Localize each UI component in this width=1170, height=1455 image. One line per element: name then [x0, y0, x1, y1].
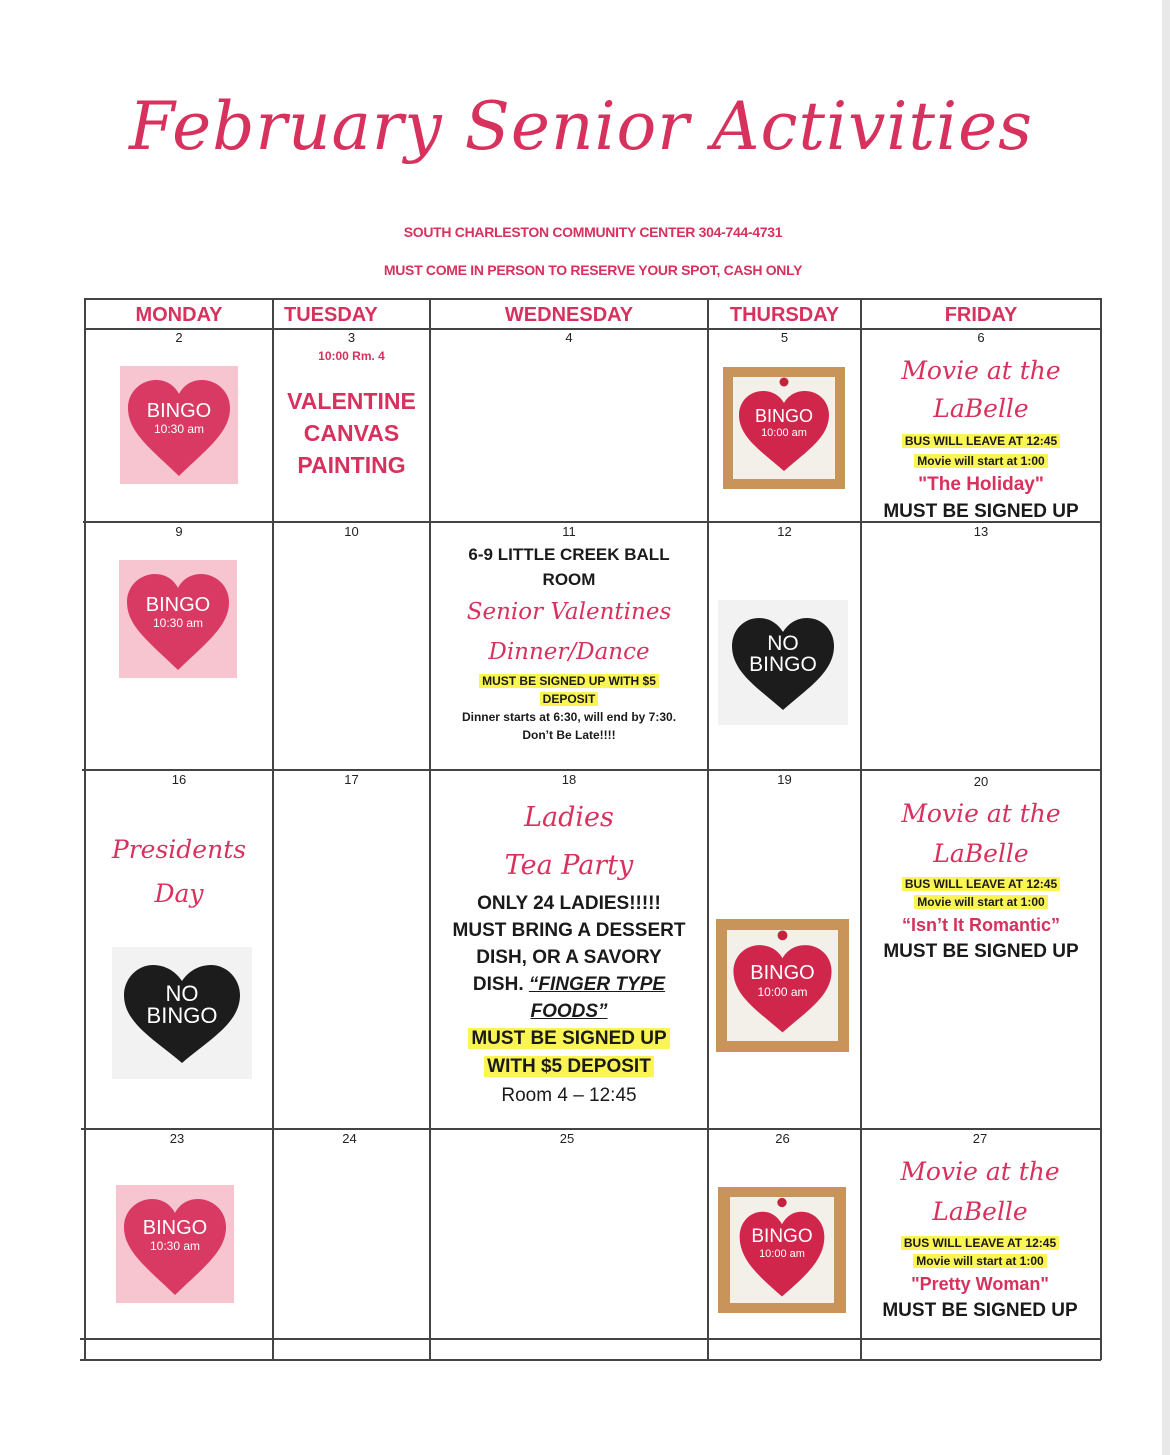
- date-number: 19: [777, 772, 792, 787]
- movie-title: “Isn’t It Romantic”: [901, 915, 1060, 935]
- no-bingo-badge: [112, 947, 252, 1079]
- event-valentines-dinner-dance: [431, 542, 707, 744]
- date-number: 2: [175, 330, 183, 345]
- date-number: 10: [344, 524, 359, 539]
- deposit-note: MUST BE SIGNED UP WITH $5: [479, 674, 659, 688]
- bingo-time: 10:30 am: [149, 1239, 201, 1253]
- date-number: 18: [561, 772, 577, 787]
- event-detail-text: DISH.: [472, 974, 529, 995]
- movie-title: "The Holiday": [918, 474, 1044, 495]
- bingo-badge: [716, 919, 849, 1052]
- holiday-title-line: Presidents: [111, 835, 247, 864]
- date-number: 9: [175, 524, 183, 539]
- event-title-line: Tea Party: [504, 850, 634, 881]
- date-number: 4: [565, 330, 573, 345]
- bingo-label: BINGO: [142, 1217, 208, 1239]
- event-title-line: Movie at the: [901, 356, 1061, 385]
- event-movie-labelle: [862, 794, 1100, 965]
- grid-line: [81, 1128, 1101, 1130]
- movie-start: Movie will start at 1:00: [914, 895, 1047, 909]
- grid-line: [84, 298, 1102, 300]
- bingo-time: 10:00 am: [757, 985, 808, 999]
- date-number: 13: [973, 524, 989, 539]
- grid-line: [707, 298, 709, 1360]
- event-presidents-day: [86, 828, 272, 916]
- signup-required: MUST BE SIGNED UP: [883, 941, 1079, 962]
- event-title-line: CANVAS: [303, 420, 400, 446]
- event-time: 10:00 Rm. 4: [318, 349, 385, 363]
- event-ladies-tea-party: [431, 794, 707, 1110]
- day-header-wednesday: WEDNESDAY: [504, 304, 634, 326]
- event-title-line: Movie at the: [901, 799, 1061, 828]
- dinner-time-note: Dinner starts at 6:30, will end by 7:30.: [461, 710, 677, 724]
- event-title-line: Senior Valentines: [466, 599, 672, 625]
- day-header-thursday: THURSDAY: [729, 304, 840, 326]
- no-bingo-line1: NO: [165, 981, 199, 1006]
- deposit-note: DEPOSIT: [540, 692, 599, 706]
- bingo-label: BINGO: [750, 962, 815, 984]
- day-header-tuesday: TUESDAY: [284, 304, 378, 326]
- reservation-note: MUST COME IN PERSON TO RESERVE YOUR SPOT, CASH ONLY: [383, 262, 803, 278]
- bingo-badge: [723, 367, 845, 489]
- no-bingo-line2: BINGO: [749, 653, 817, 676]
- bus-time: BUS WILL LEAVE AT 12:45: [901, 1236, 1059, 1250]
- center-contact: SOUTH CHARLESTON COMMUNITY CENTER 304-744-4731: [403, 224, 783, 240]
- bingo-time: 10:00 am: [759, 1248, 805, 1260]
- deposit-note: MUST BE SIGNED UP: [468, 1028, 669, 1049]
- event-title-line: Dinner/Dance: [488, 639, 650, 665]
- event-location: 6-9 LITTLE CREEK BALL: [468, 545, 670, 564]
- bingo-badge: [718, 1187, 846, 1313]
- date-number: 27: [972, 1131, 988, 1146]
- no-bingo-line2: BINGO: [146, 1003, 218, 1028]
- date-number: 24: [342, 1131, 357, 1146]
- event-detail-emphasis: “FINGER TYPE: [528, 974, 666, 995]
- date-number: 23: [169, 1131, 185, 1146]
- date-number: 26: [775, 1131, 790, 1146]
- event-valentine-canvas-painting: [274, 349, 429, 481]
- bingo-time: 10:00 am: [761, 427, 807, 439]
- event-movie-labelle: [860, 1152, 1100, 1324]
- event-title-line: LaBelle: [933, 394, 1029, 423]
- event-detail: DISH, OR A SAVORY: [476, 947, 662, 968]
- event-location: ROOM: [542, 570, 596, 589]
- bus-time: BUS WILL LEAVE AT 12:45: [902, 877, 1060, 891]
- day-header-monday: MONDAY: [135, 304, 223, 326]
- bingo-badge: [119, 560, 237, 678]
- bingo-time: 10:30 am: [152, 616, 204, 630]
- dinner-late-note: Don’t Be Late!!!!: [522, 728, 616, 742]
- event-detail: MUST BRING A DESSERT: [452, 920, 686, 941]
- movie-start: Movie will start at 1:00: [913, 1254, 1046, 1268]
- deposit-note: WITH $5 DEPOSIT: [484, 1056, 654, 1077]
- bingo-badge: [116, 1185, 234, 1303]
- date-number: 25: [559, 1131, 575, 1146]
- pushpin-icon: [778, 930, 788, 940]
- no-bingo-line1: NO: [767, 632, 799, 655]
- grid-line: [82, 769, 1102, 771]
- room-time: Room 4 – 12:45: [501, 1085, 637, 1106]
- holiday-title-line: Day: [154, 879, 204, 908]
- event-title-line: Ladies: [524, 802, 614, 833]
- bingo-time: 10:30 am: [153, 422, 205, 436]
- bingo-badge: [120, 366, 238, 484]
- event-title-line: LaBelle: [932, 1197, 1028, 1226]
- event-title-line: VALENTINE: [287, 388, 416, 414]
- event-detail-emphasis: FOODS”: [530, 1001, 608, 1022]
- event-detail: [431, 971, 707, 998]
- event-detail: ONLY 24 LADIES!!!!!: [477, 893, 661, 914]
- movie-start: Movie will start at 1:00: [914, 454, 1047, 468]
- date-number: 3: [347, 330, 356, 345]
- bingo-label: BINGO: [751, 1226, 813, 1247]
- bingo-label: BINGO: [146, 400, 212, 422]
- date-number: 12: [777, 524, 792, 539]
- event-title-line: LaBelle: [933, 839, 1029, 868]
- date-number: 5: [780, 330, 789, 345]
- no-bingo-badge: [718, 600, 848, 725]
- pushpin-icon: [780, 378, 789, 387]
- event-title-line: PAINTING: [297, 452, 406, 478]
- bingo-label: BINGO: [145, 594, 211, 616]
- grid-line: [80, 1338, 1101, 1340]
- date-number: 17: [344, 772, 359, 787]
- date-number: 20: [973, 774, 989, 789]
- event-movie-labelle: [862, 352, 1100, 525]
- date-number: 11: [562, 524, 576, 539]
- grid-line: [80, 1359, 1101, 1361]
- grid-line: [84, 328, 1102, 330]
- signup-required: MUST BE SIGNED UP: [883, 501, 1079, 522]
- pushpin-icon: [777, 1198, 786, 1207]
- event-title-line: Movie at the: [900, 1157, 1060, 1186]
- date-number: 16: [171, 772, 187, 787]
- page-title: February Senior Activities: [128, 88, 1034, 165]
- signup-required: MUST BE SIGNED UP: [882, 1300, 1078, 1321]
- bus-time: BUS WILL LEAVE AT 12:45: [902, 434, 1060, 448]
- day-header-friday: FRIDAY: [944, 304, 1018, 326]
- grid-line: [1100, 298, 1102, 1360]
- movie-title: "Pretty Woman": [911, 1274, 1049, 1294]
- date-number: 6: [977, 330, 985, 345]
- bingo-label: BINGO: [754, 406, 813, 426]
